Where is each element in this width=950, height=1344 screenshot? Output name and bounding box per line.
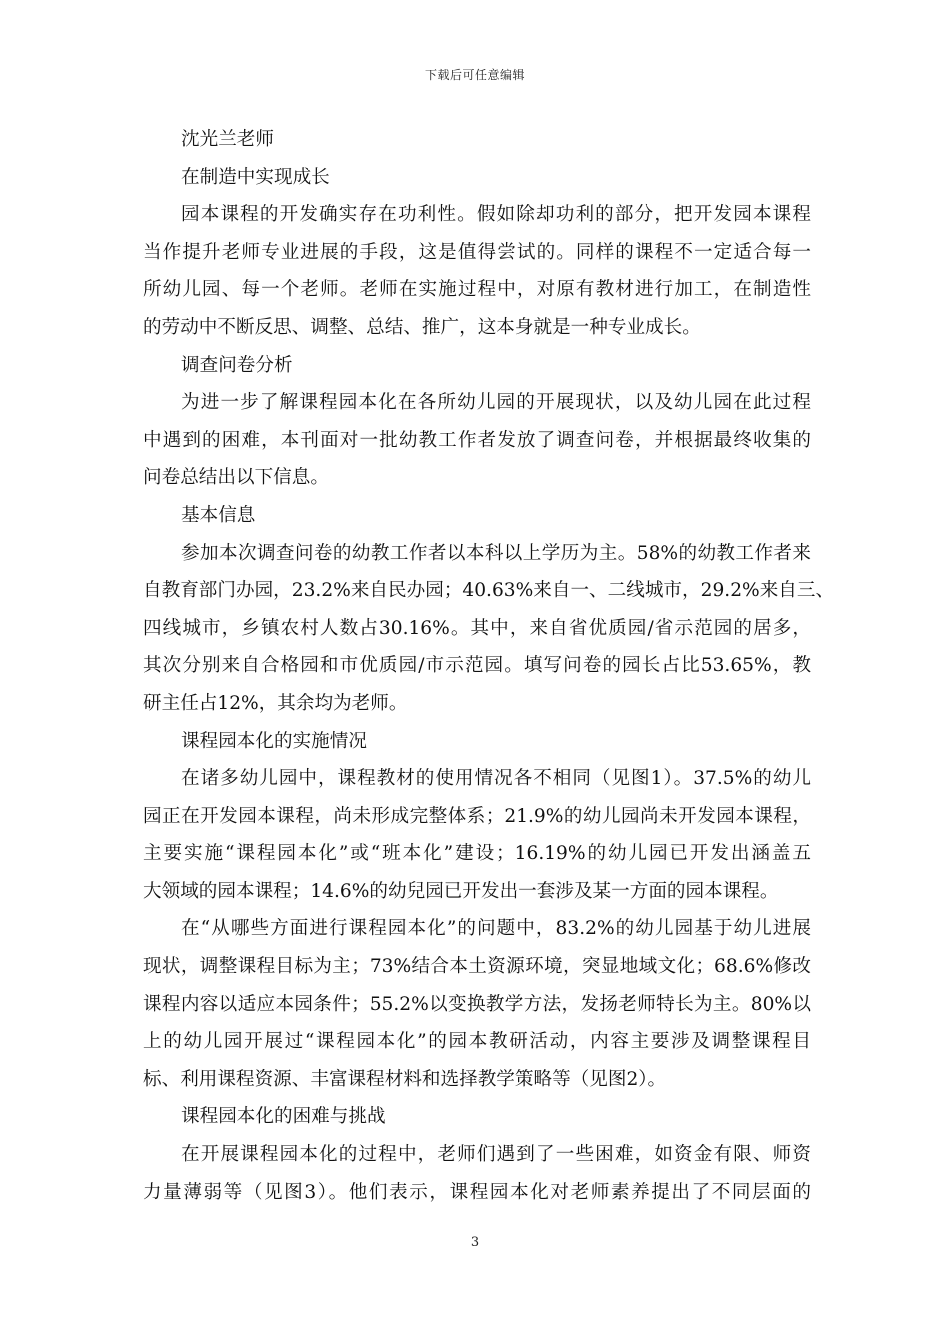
paragraph bbox=[143, 535, 835, 723]
paragraph-line: 大领域的园本课程；14.6%的幼兒园已开发出一套涉及某一方面的园本课程。 bbox=[143, 880, 779, 902]
paragraph bbox=[143, 1136, 811, 1211]
section-heading: 课程园本化的困难与挑战 bbox=[181, 1106, 386, 1128]
paragraph-line: 上的幼儿园开展过“课程园本化”的园本教研活动，内容主要涉及调整课程目 bbox=[143, 1031, 811, 1053]
paragraph-line: 园正在开发园本课程，尚未形成完整体系；21.9%的幼儿园尚未开发园本课程， bbox=[143, 805, 811, 827]
paragraph-line: 为进一步了解课程园本化在各所幼儿园的开展现状，以及幼儿园在此过程 bbox=[181, 392, 811, 414]
paragraph-line: 力量薄弱等（见图3）。他们表示，课程园本化对老师素养提出了不同层面的 bbox=[143, 1181, 811, 1203]
paragraph-line: 在诸多幼儿园中，课程教材的使用情况各不相同（见图1）。37.5%的幼儿 bbox=[181, 768, 811, 790]
paragraph bbox=[143, 760, 811, 910]
paragraph-line: 研主任占12%，其余均为老师。 bbox=[143, 692, 408, 714]
section-heading: 课程园本化的实施情况 bbox=[181, 730, 367, 752]
paragraph-line: 中遇到的困难，本刊面对一批幼教工作者发放了调查问卷，并根据最终收集的 bbox=[143, 429, 811, 451]
section-heading: 沈光兰老师 bbox=[181, 129, 274, 150]
paragraph-line: 参加本次调查问卷的幼教工作者以本科以上学历为主。58%的幼教工作者来 bbox=[181, 542, 811, 564]
page-header-note: 下载后可任意编辑 bbox=[424, 68, 525, 82]
paragraph-line: 课程内容以适应本园条件；55.2%以变换教学方法，发扬老师特长为主。80%以 bbox=[143, 993, 811, 1015]
paragraph-line: 标、利用课程资源、丰富课程材料和选择教学策略等（见图2）。 bbox=[143, 1068, 667, 1090]
paragraph-line: 四线城市，乡镇农村人数占30.16%。其中，来自省优质园/省示范园的居多， bbox=[143, 617, 811, 639]
paragraph-line: 自教育部门办园，23.2%来自民办园；40.63%来自一、二线城市，29.2%来自三、 bbox=[143, 580, 835, 602]
paragraph-line: 当作提升老师专业进展的手段，这是值得尝试的。同样的课程不一定适合每一 bbox=[143, 241, 811, 263]
paragraph-line: 主要实施“课程园本化”或“班本化”建设；16.19%的幼儿园已开发出涵盖五 bbox=[143, 843, 811, 865]
paragraph bbox=[143, 196, 811, 346]
document-body bbox=[143, 121, 835, 1211]
section-heading: 调查问卷分析 bbox=[181, 354, 293, 376]
paragraph-line: 所幼儿园、每一个老师。老师在实施过程中，对原有教材进行加工，在制造性 bbox=[143, 279, 811, 301]
paragraph-line: 在“从哪些方面进行课程园本化”的问题中，83.2%的幼儿园基于幼儿进展 bbox=[181, 918, 811, 940]
section-heading: 基本信息 bbox=[181, 504, 256, 526]
paragraph bbox=[143, 384, 811, 497]
section-heading: 在制造中实现成长 bbox=[181, 166, 330, 188]
paragraph-line: 在开展课程园本化的过程中，老师们遇到了一些困难，如资金有限、师资 bbox=[181, 1144, 811, 1166]
paragraph-line: 问卷总结出以下信息。 bbox=[143, 467, 329, 489]
paragraph-line: 其次分别来自合格园和市优质园/市示范园。填写问卷的园长占比53.65%，教 bbox=[143, 655, 811, 677]
paragraph-line: 园本课程的开发确实存在功利性。假如除却功利的部分，把开发园本课程 bbox=[181, 204, 811, 226]
paragraph-line: 的劳动中不断反思、调整、总结、推广，这本身就是一种专业成长。 bbox=[143, 316, 701, 338]
paragraph bbox=[143, 910, 811, 1098]
paragraph-line: 现状，调整课程目标为主；73%结合本土资源环境，突显地域文化；68.6%修改 bbox=[143, 956, 811, 978]
page-number: 3 bbox=[470, 1235, 480, 1250]
